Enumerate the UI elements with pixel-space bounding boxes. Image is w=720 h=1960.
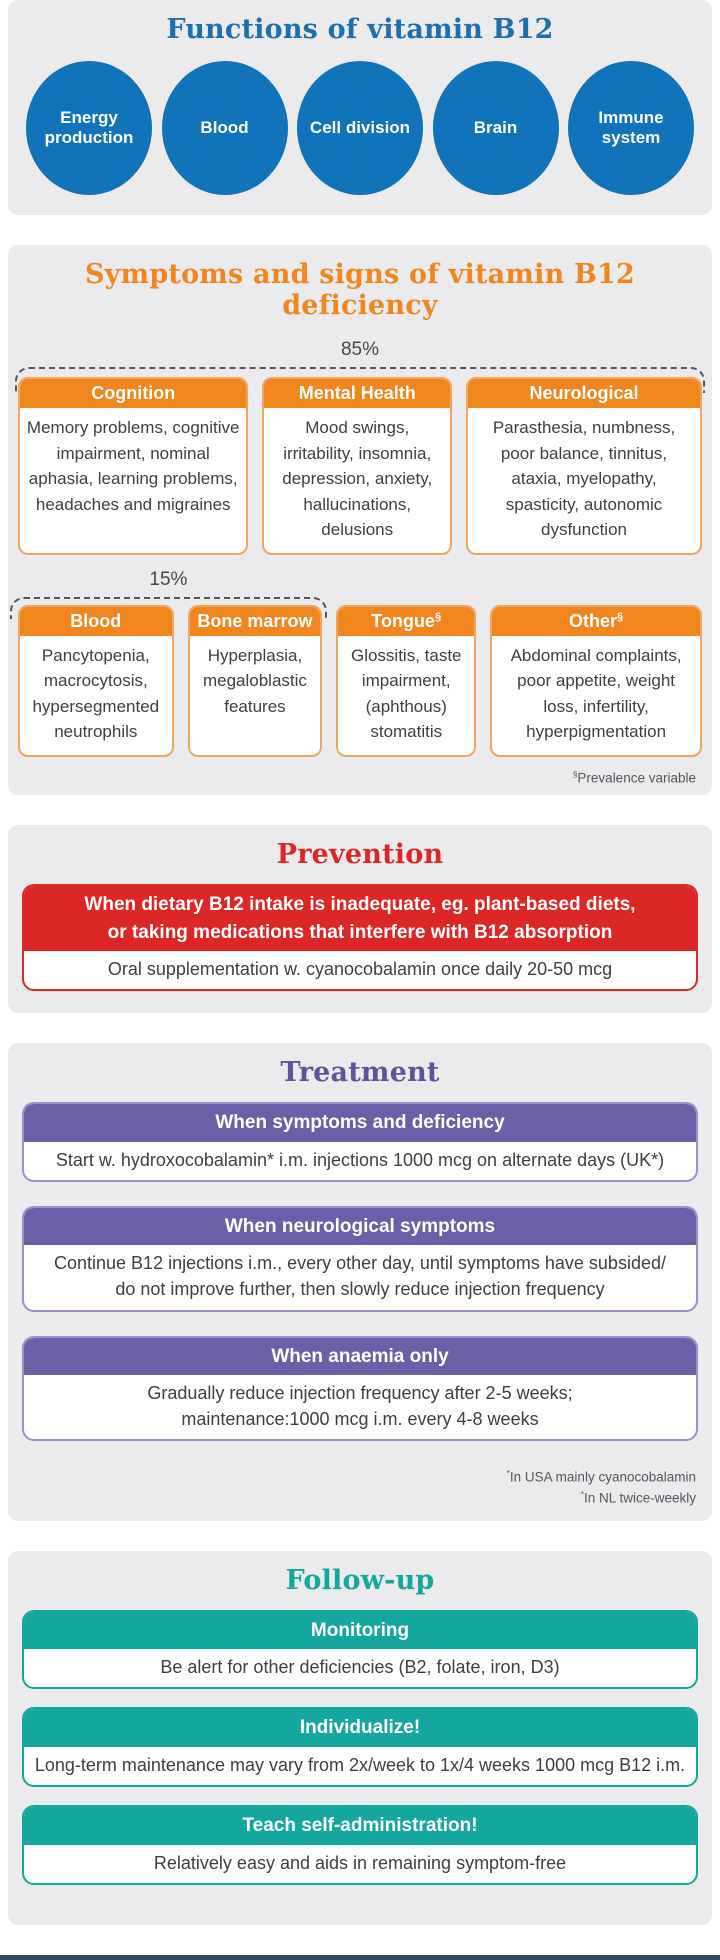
symptom-card-mental-health [262,377,452,555]
symptom-card-body: Pancytopenia, macrocytosis, hypersegmented neutrophils [32,645,160,741]
function-circle-cell-division: Cell division [297,61,423,195]
symptoms-panel [8,245,712,795]
symptom-card-title: Blood [70,610,122,631]
followup-card-body: Be alert for other deficiencies (B2, folate, iron, D3) [160,1657,560,1678]
symptom-card-header [492,607,700,636]
treatment-card-body [24,1142,696,1180]
functions-panel [8,0,712,215]
treatment-card-body [24,1375,696,1439]
treatment-title: Treatment [280,1057,440,1089]
followup-card-header: Monitoring [24,1612,696,1650]
symptom-card-header [468,379,700,408]
followup-card-body: Long-term maintenance may vary from 2x/week to 1x/4 weeks 1000 mcg B12 i.m. [34,1754,686,1775]
footnote-text: In NL twice-weekly [583,1490,696,1506]
footer-accent-bar [0,1955,720,1960]
symptom-card-neurological [466,377,702,555]
symptom-card-title: Neurological [529,383,639,403]
treatment-body-line: do not improve further, then slowly reduce injection frequency [115,1279,605,1300]
followup-card-individualize [22,1707,698,1787]
function-circle-brain: Brain [433,61,559,195]
symptom-card-title: Cognition [91,383,176,403]
followup-card-body: Relatively easy and aids in remaining symptom-free [153,1852,567,1873]
symptom-card-title: Tongue [371,610,435,631]
symptom-card-bone-marrow [188,605,323,757]
footnote-text: Prevalence variable [577,770,696,785]
symptom-card-header [20,607,172,636]
footnote-marker: § [572,768,578,779]
treatment-body-line: maintenance:1000 mcg i.m. every 4-8 weeks [181,1409,539,1430]
treatment-body-line: Start w. hydroxocobalamin* i.m. injections 1000 mcg on alternate days (UK*) [55,1149,665,1170]
symptom-card-body: Abdominal complaints, poor appetite, weight loss, infertility, hyperpigmentation [510,645,682,741]
prevention-panel [8,825,712,1013]
prevention-card-header [24,886,696,951]
prevention-card [22,884,698,991]
symptom-cards-row-2 [8,605,712,757]
symptom-card-body: Memory problems, cognitive impairment, nominal aphasia, learning problems, headaches and migraines [26,418,240,514]
function-circle-energy: Energy production [26,61,152,195]
symptoms-title: Symptoms and signs of vitamin B12 deficiency [84,259,636,321]
functions-circles [8,49,712,215]
treatment-footnote [8,1488,696,1509]
group-15-label: 15% [149,568,188,590]
symptom-card-header [190,607,321,636]
treatment-card-body [24,1245,696,1309]
followup-card-header: Teach self-administration! [24,1807,696,1845]
prevention-header-line: or taking medications that interfere with B12 absorption [107,921,613,943]
treatment-panel [8,1043,712,1521]
prevention-card-body: Oral supplementation w. cyanocobalamin once daily 20-50 mcg [107,959,613,980]
symptom-card-blood [18,605,174,757]
treatment-card-header: When anaemia only [24,1338,696,1376]
symptom-card-tongue [336,605,476,757]
symptoms-footnote [8,757,712,796]
symptom-card-body: Glossitis, taste impairment, (aphthous) stomatitis [350,645,462,741]
symptom-card-body: Hyperplasia, megaloblastic features [202,645,307,716]
symptom-cards-row-1 [8,377,712,555]
function-circle-immune: Immune system [568,61,694,195]
footnote-text: In USA mainly cyanocobalamin [509,1469,696,1485]
treatment-card-header: When symptoms and deficiency [24,1104,696,1142]
treatment-card-neurological [22,1206,698,1312]
symptom-card-body: Parasthesia, numbness, poor balance, tinnitus, ataxia, myelopathy, spasticity, autonomic dysfunction [492,418,676,539]
followup-card-self-administration [22,1805,698,1885]
symptom-card-title: Mental Health [298,383,416,403]
followup-panel [8,1551,712,1925]
treatment-footnotes [8,1465,712,1521]
symptom-card-header [20,379,246,408]
symptom-card-header [338,607,474,636]
treatment-card-symptoms-deficiency [22,1102,698,1182]
footnote-marker: § [617,610,624,623]
treatment-body-line: Continue B12 injections i.m., every other day, until symptoms have subsided/ [54,1253,666,1274]
footnote-marker: * [580,1489,584,1500]
followup-title: Follow-up [285,1564,435,1596]
group-85-label: 85% [340,339,380,360]
followup-card-header: Individualize! [24,1709,696,1747]
functions-title: Functions of vitamin B12 [166,14,554,45]
footnote-marker: § [434,610,442,623]
function-circle-blood: Blood [162,61,288,195]
followup-card-monitoring [22,1610,698,1690]
treatment-card-header: When neurological symptoms [24,1208,696,1246]
symptom-card-title: Bone marrow [197,610,313,631]
symptom-card-header [264,379,450,408]
symptom-card-other [490,605,702,757]
treatment-footnote [8,1467,696,1488]
symptom-card-body: Mood swings, irritability, insomnia, depression, anxiety, hallucinations, delusions [282,418,433,539]
prevention-header-line: When dietary B12 intake is inadequate, eg. plant-based diets, [84,894,636,915]
symptom-card-title: Other [568,610,617,631]
treatment-body-line: Gradually reduce injection frequency after 2-5 weeks; [147,1383,573,1404]
symptom-card-cognition [18,377,248,555]
treatment-card-anaemia [22,1336,698,1442]
footnote-marker: * [506,1468,510,1479]
prevention-title: Prevention [276,839,444,870]
